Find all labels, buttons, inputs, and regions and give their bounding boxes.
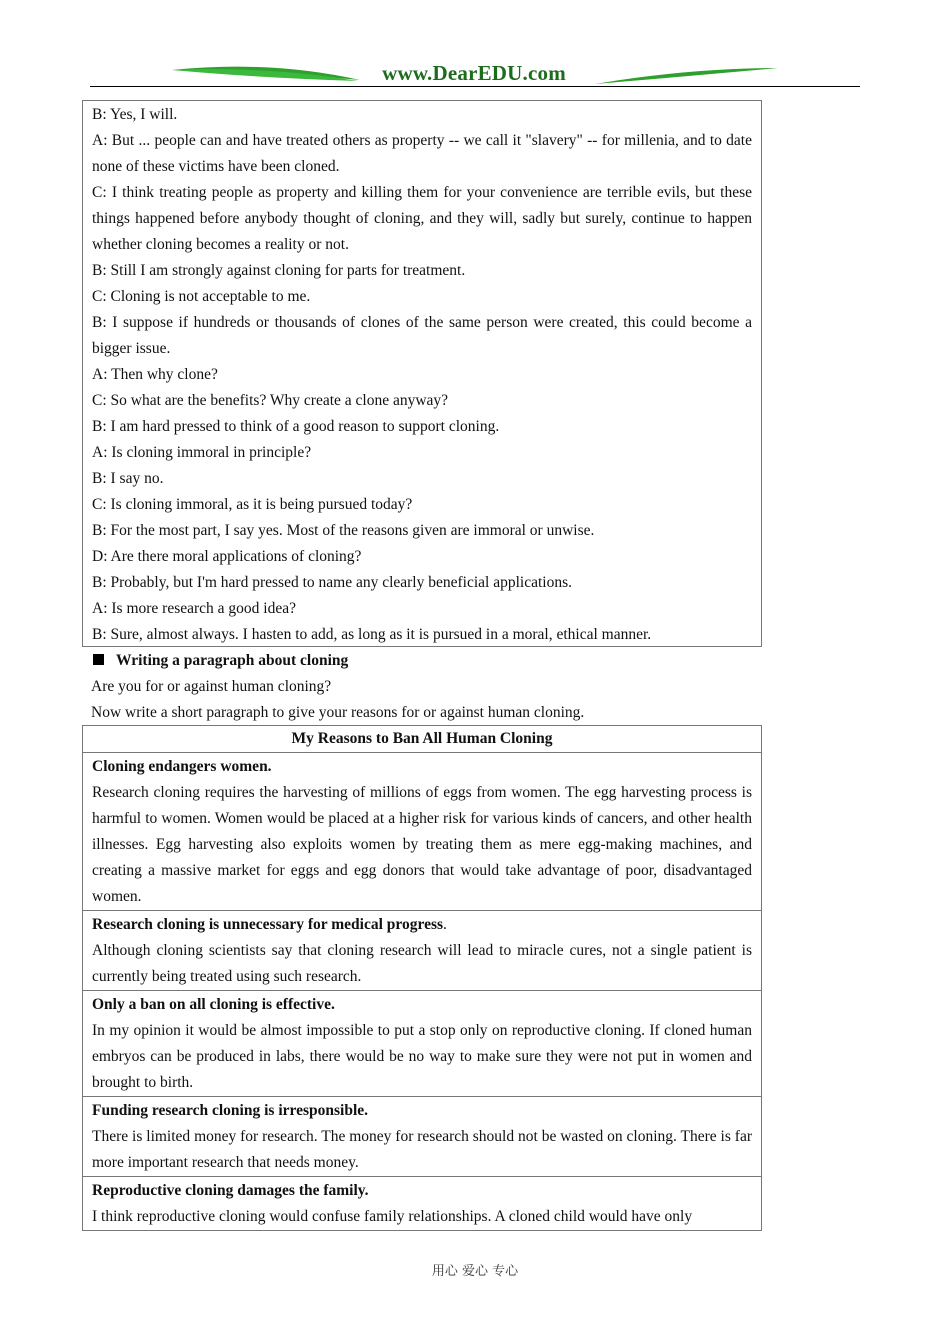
dialogue-line: D: Are there moral applications of cloning? xyxy=(92,548,362,565)
dialogue-line: A: Is cloning immoral in principle? xyxy=(92,444,312,461)
reason-body: There is limited money for research. The money for research should not be wasted on cloning. There is far more important research that needs money. xyxy=(92,1128,752,1171)
dialogue-line: B: I am hard pressed to think of a good reason to support cloning. xyxy=(92,418,500,435)
section-heading xyxy=(91,648,753,674)
reason-heading: Funding research cloning is irresponsible. xyxy=(92,1102,369,1119)
dialogue-line: A: Is more research a good idea? xyxy=(92,600,296,617)
table-row xyxy=(83,911,762,991)
dialogue-line: C: Cloning is not acceptable to me. xyxy=(92,288,311,305)
dialogue-line: B: For the most part, I say yes. Most of the reasons given are immoral or unwise. xyxy=(92,522,595,539)
logo-text: www.DearEDU.com xyxy=(382,61,566,85)
table-row xyxy=(83,1097,762,1177)
dialogue-line: B: Yes, I will. xyxy=(92,106,178,123)
dialogue-line: C: Is cloning immoral, as it is being pursued today? xyxy=(92,496,413,513)
reasons-table xyxy=(82,725,762,1231)
dialogue-line: B: I say no. xyxy=(92,470,164,487)
reason-body: In my opinion it would be almost impossible to put a stop only on reproductive cloning. If cloned human embryos can be produced in labs, there would be no way to make sure they were not put in women and brought to birth. xyxy=(92,1022,752,1091)
section-heading-text: Writing a paragraph about cloning xyxy=(116,652,349,669)
reason-body: Although cloning scientists say that cloning research will lead to miracle cures, not a single patient is currently being treated using such research. xyxy=(92,942,752,985)
dialogue-line: B: I suppose if hundreds or thousands of clones of the same person were created, this could become a bigger issue. xyxy=(92,314,752,357)
dialogue-box xyxy=(82,100,762,647)
table-title: My Reasons to Ban All Human Cloning xyxy=(83,726,762,753)
dialogue-line: A: Then why clone? xyxy=(92,366,218,383)
square-bullet-icon xyxy=(93,654,104,665)
dialogue-line: B: Sure, almost always. I hasten to add, as long as it is pursued in a moral, ethical manner. xyxy=(92,626,652,643)
table-row xyxy=(83,991,762,1097)
page-footer: 用心 爱心 专心 xyxy=(431,1264,519,1279)
table-row xyxy=(83,753,762,911)
section-line: Are you for or against human cloning? xyxy=(91,678,332,695)
reason-heading: Only a ban on all cloning is effective. xyxy=(92,996,335,1013)
header-rule xyxy=(90,86,860,87)
reason-heading: Reproductive cloning damages the family. xyxy=(92,1182,369,1199)
site-header-logo xyxy=(90,62,860,88)
table-row xyxy=(83,1177,762,1231)
reason-heading: Cloning endangers women. xyxy=(92,758,272,775)
dialogue-line: C: I think treating people as property and killing them for your convenience are terrible evils, but these things happened before anybody thought of cloning, and they will, sadly but surely, continue to happen whether cloning becomes a reality or not. xyxy=(92,184,752,253)
reason-body: I think reproductive cloning would confuse family relationships. A cloned child would have only xyxy=(92,1208,693,1225)
reason-heading: Research cloning is unnecessary for medical progress xyxy=(92,916,444,933)
dialogue-line: B: Still I am strongly against cloning for parts for treatment. xyxy=(92,262,466,279)
writing-section xyxy=(91,648,753,726)
dialogue-line: A: But ... people can and have treated others as property -- we call it "slavery" -- for millenia, and to date none of these victims have been cloned. xyxy=(92,132,752,175)
dialogue-line: B: Probably, but I'm hard pressed to name any clearly beneficial applications. xyxy=(92,574,572,591)
section-line: Now write a short paragraph to give your reasons for or against human cloning. xyxy=(91,704,585,721)
reason-body: Research cloning requires the harvesting of millions of eggs from women. The egg harvesting process is harmful to women. Women would be placed at a higher risk for various kinds of cancers, and other health illnesses. Egg harvesting also exploits women by treating them as mere egg-making machines, and creating a massive market for eggs and egg donors that would take advantage of poor, disadvantaged women. xyxy=(92,784,752,905)
reason-heading-suffix: . xyxy=(443,916,447,933)
dialogue-line: C: So what are the benefits? Why create a clone anyway? xyxy=(92,392,449,409)
